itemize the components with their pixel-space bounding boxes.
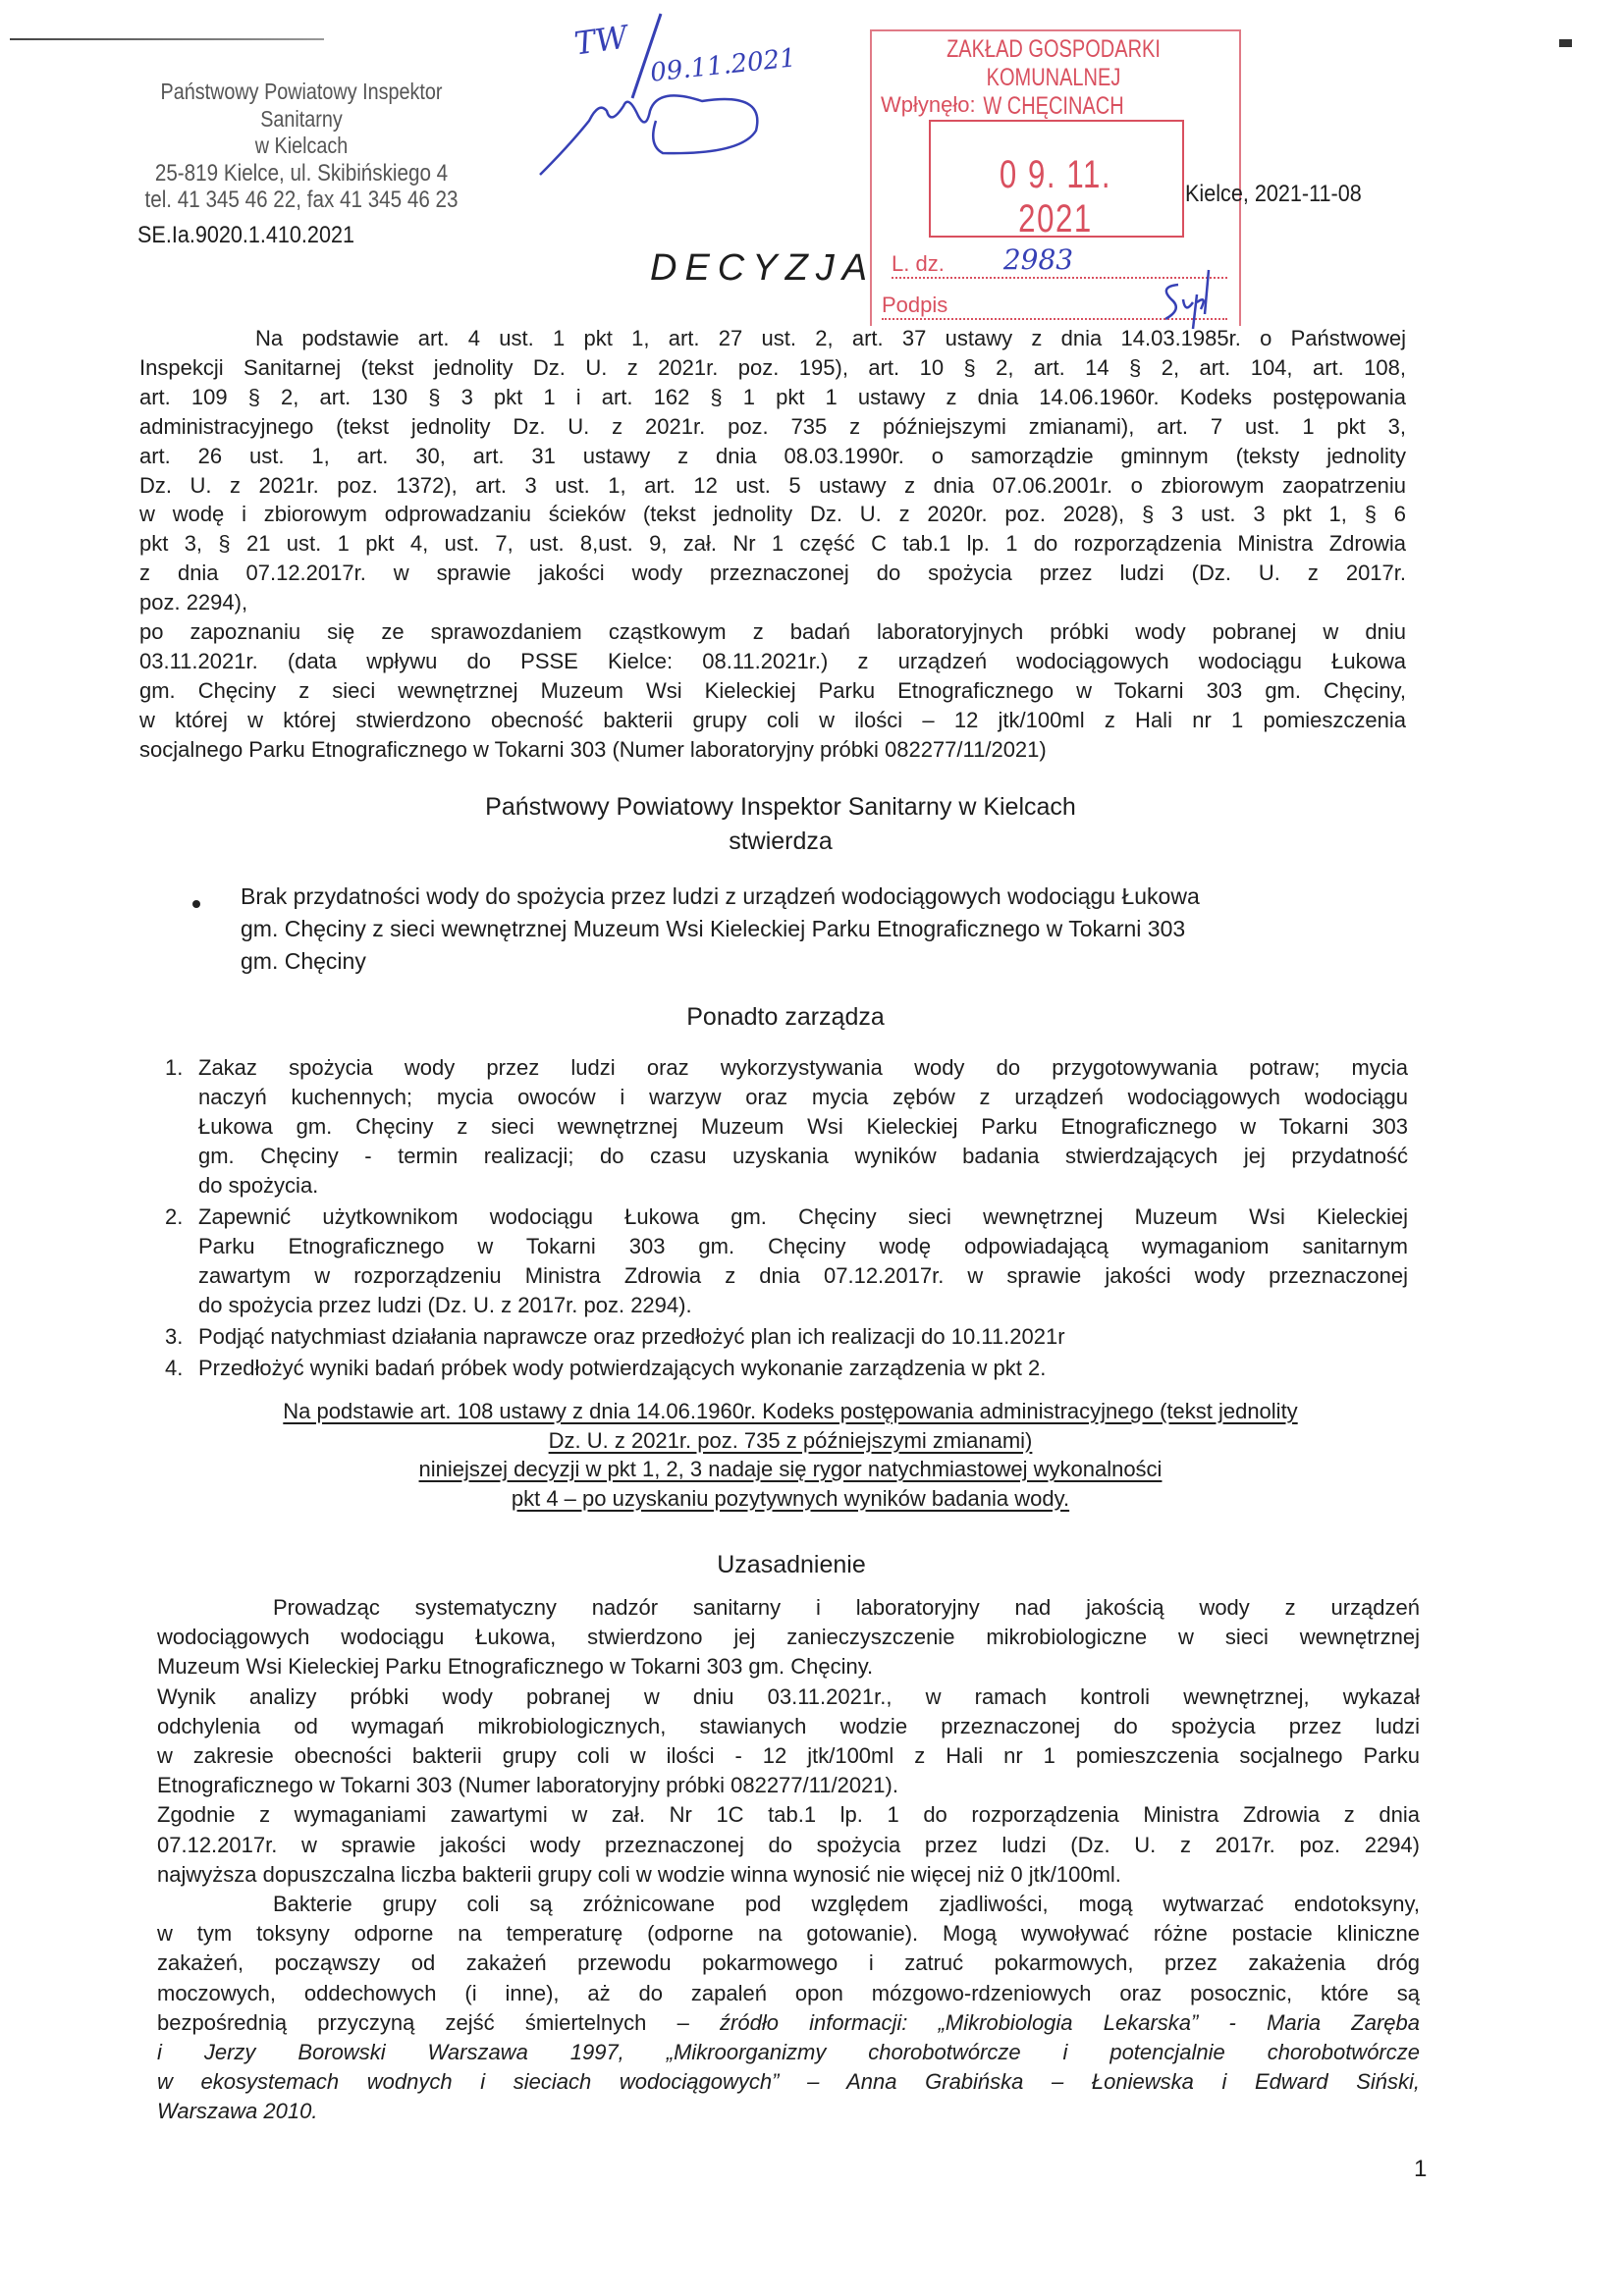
order-number: 3. — [165, 1324, 184, 1349]
finding-line: gm. Chęciny — [241, 948, 366, 974]
register-number: 2983 — [1002, 243, 1074, 276]
paragraph — [157, 1593, 1420, 1682]
handwritten-initials: TW — [571, 18, 630, 63]
finding-item — [241, 881, 1200, 978]
case-reference: SE.Ia.9020.1.410.2021 — [137, 222, 354, 248]
text-line: w której w której stwierdzono obecność bakterii grupy coli w ilości – 12 jtk/100ml z Hali nr 1 pomieszczenia — [139, 707, 1406, 732]
paragraph — [157, 1890, 1420, 2127]
text-line: Na podstawie art. 4 ust. 1 pkt 1, art. 27 ust. 2, art. 37 ustawy z dnia 14.03.1985r. o Państwowej — [255, 326, 1406, 350]
text-line: gm. Chęciny - termin realizacji; do czasu uzyskania wyników badania stwierdzających jej przydatność — [198, 1144, 1408, 1168]
text-line: do spożycia. — [198, 1173, 319, 1198]
order-item — [165, 1354, 1408, 1383]
text-line — [157, 2067, 1420, 2097]
order-number: 4. — [165, 1356, 184, 1380]
order-number: 2. — [165, 1204, 184, 1229]
order-text — [198, 1202, 1408, 1320]
text-line: art. 26 ust. 1, art. 30, art. 31 ustawy z dnia 08.03.1990r. o samorządzie gminnym (teksty jednolity — [139, 443, 1406, 468]
text-line: socjalnego Parku Etnograficznego w Tokarni 303 (Numer laboratoryjny próbki 082277/11/2021) — [139, 736, 1047, 762]
text-line: Wynik analizy próbki wody pobranej w dniu 03.11.2021r., w ramach kontroli wewnętrznej, wykazał — [157, 1683, 1420, 1709]
justification-heading: Uzasadnienie — [717, 1551, 866, 1578]
italic-citation: źródło informacji: „Mikrobiologia Lekarska” - Maria Zaręba — [720, 2009, 1421, 2035]
stamp-city: W CHĘCINACH — [983, 92, 1124, 120]
finding-verb: stwierdza — [729, 828, 833, 855]
text-line — [157, 2097, 1420, 2126]
text-line: Podjąć natychmiast działania naprawcze oraz przedłożyć plan ich realizacji do 10.11.2021r — [198, 1324, 1065, 1349]
handwritten-date: 09.11.2021 — [648, 43, 798, 88]
order-item — [165, 1322, 1408, 1352]
text-line: w zakresie obecności bakterii grupy coli w ilości - 12 jtk/100ml z Hali nr 1 pomieszczenia socjalnego Parku — [157, 1743, 1420, 1769]
header-rule — [10, 38, 324, 40]
finding-line: gm. Chęciny z sieci wewnętrznej Muzeum Wsi Kieleckiej Parku Etnograficznego w Tokarni 303 — [241, 916, 1186, 941]
text-line: z dnia 07.12.2017r. w sprawie jakości wody przeznaczonej do spożycia przez ludzi (Dz. U. z 2017r. — [139, 561, 1406, 586]
justification — [157, 1593, 1420, 2127]
orders-heading: Ponadto zarządza — [686, 1003, 885, 1031]
text-line: w wodę i zbiorowym odprowadzaniu ścieków (tekst jednolity Dz. U. z 2020r. poz. 2028), § 3 ust. 3 pkt 1, § 6 — [139, 502, 1406, 527]
italic-citation: w ekosystemach wodnych i sieciach wodociągowych” – Anna Grabińska – Łoniewska i Edward Siński, — [157, 2069, 1420, 2095]
italic-citation: Warszawa 2010. — [157, 2099, 318, 2124]
text-line: Bakterie grupy coli są zróżnicowane pod względem zjadliwości, mogą wytwarzać endotoksyny, — [273, 1892, 1420, 1917]
scan-mark — [1559, 39, 1572, 47]
text-line: Inspekcji Sanitarnej (tekst jednolity Dz. U. z 2021r. poz. 195), art. 10 § 2, art. 14 § 2, art. 104, art. 108, — [139, 354, 1406, 380]
stamp-register-label: L. dz. — [892, 251, 945, 276]
text-line: Zgodnie z wymaganiami zawartymi w zał. Nr 1C tab.1 lp. 1 do rozporządzenia Ministra Zdrowia z dnia — [157, 1802, 1420, 1828]
issuer-name: Państwowy Powiatowy Inspektor Sanitarny — [160, 79, 443, 132]
paragraph — [139, 617, 1406, 765]
text-line: Parku Etnograficznego w Tokarni 303 gm. Chęciny wodę odpowiadającą wymaganiom sanitarnym — [198, 1234, 1408, 1258]
text-line: Dz. U. z 2021r. poz. 1372), art. 3 ust. 1, art. 12 ust. 5 ustawy z dnia 07.06.2001r. o zbiorowym zaopatrzeniu — [139, 472, 1406, 498]
page-number: 1 — [1414, 2156, 1428, 2182]
handwritten-signature — [530, 8, 825, 194]
text-line: Muzeum Wsi Kieleckiej Parku Etnograficznego w Tokarni 303 gm. Chęciny. — [157, 1654, 874, 1680]
text-line: odchylenia od wymagań mikrobiologicznych, stawianych wodzie przeznaczonej do spożycia przez ludzi — [157, 1713, 1420, 1738]
text-line: art. 109 § 2, art. 130 § 3 pkt 1 i art. 162 § 1 pkt 1 ustawy z dnia 14.06.1960r. Kodeks postępowania — [139, 384, 1406, 409]
order-text — [198, 1322, 1408, 1352]
text-line: administracyjnego (tekst jednolity Dz. U. z 2021r. poz. 735 z późniejszymi zmianami), art. 7 ust. 1 pkt 3, — [139, 413, 1406, 439]
order-number: 1. — [165, 1055, 184, 1080]
stamp-received-label: Wpłynęło: — [881, 92, 976, 117]
text-line — [157, 2038, 1420, 2067]
order-text — [198, 1053, 1408, 1201]
text-line: moczowych, oddechowych (i inne), aż do zapaleń opon mózgowo-rdzeniowych oraz posocznic, które są — [157, 1980, 1420, 2005]
issuer-address: 25-819 Kielce, ul. Skibińskiego 4 — [154, 159, 449, 187]
text-line: 03.11.2021r. (data wpływu do PSSE Kielce: 08.11.2021r.) z urządzeń wodociągowych wodociągu Łukowa — [139, 648, 1406, 673]
enforcement-line: niniejszej decyzji w pkt 1, 2, 3 nadaje się rygor natychmiastowej wykonalności — [418, 1457, 1163, 1481]
text-line: Przedłożyć wyniki badań próbek wody potwierdzających wykonanie zarządzenia w pkt 2. — [198, 1356, 1047, 1380]
order-item — [165, 1202, 1408, 1320]
issuer-phone: tel. 41 345 46 22, fax 41 345 46 23 — [144, 187, 459, 213]
stamp-received-date: 0 9. 11. 2021 — [999, 153, 1112, 240]
issuer-city: w Kielcach — [254, 133, 349, 158]
text-line — [157, 2008, 1420, 2038]
text-line: zakażeń, począwszy od zakażeń przewodu pokarmowego i zatruć pokarmowych, przez zakażenia dróg — [157, 1950, 1420, 1976]
paragraph — [157, 1682, 1420, 1801]
text-line: naczyń kuchennych; mycia owoców i warzyw oraz mycia zębów z urządzeń wodociągowych wodociągu — [198, 1085, 1408, 1109]
enforcement-line: Na podstawie art. 108 ustawy z dnia 14.06.1960r. Kodeks postępowania administracyjnego (tekst jednolity — [283, 1399, 1298, 1423]
text-line: poz. 2294), — [139, 590, 248, 615]
order-item — [165, 1053, 1408, 1201]
issuer-block — [124, 79, 478, 214]
text-line: wodociągowych wodociągu Łukowa, stwierdzono jej zanieczyszczenie mikrobiologiczne w sieci wewnętrznej — [157, 1625, 1420, 1650]
text-line: po zapoznaniu się ze sprawozdaniem cząstkowym z badań laboratoryjnych próbki wody pobranej w dniu — [139, 619, 1406, 645]
text-line: pkt 3, § 21 ust. 1 pkt 4, ust. 7, ust. 8,ust. 9, zał. Nr 1 część C tab.1 lp. 1 do rozporządzenia Ministra Zdrowia — [139, 531, 1406, 557]
text-line: zawartym w rozporządzeniu Ministra Zdrowia z dnia 07.12.2017r. w sprawie jakości wody przeznaczonej — [198, 1263, 1408, 1288]
text-line: w tym toksyny odporne na temperaturę (odporne na gotowanie). Mogą wywoływać różne postacie kliniczne — [157, 1921, 1420, 1947]
order-text — [198, 1354, 1408, 1383]
text-line: Prowadząc systematyczny nadzór sanitarny i laboratoryjny nad jakością wody z urządzeń — [273, 1595, 1420, 1620]
enforcement-clause — [157, 1397, 1424, 1513]
text-line: Zapewnić użytkownikom wodociągu Łukowa gm. Chęciny sieci wewnętrznej Muzeum Wsi Kieleckiej — [198, 1204, 1408, 1229]
enforcement-line: Dz. U. z 2021r. poz. 735 z późniejszymi zmianami) — [548, 1427, 1033, 1453]
document-title: DECYZJA — [650, 247, 876, 289]
text-line: Etnograficznego w Tokarni 303 (Numer laboratoryjny próbki 082277/11/2021). — [157, 1773, 898, 1798]
text-line: 07.12.2017r. w sprawie jakości wody przeznaczonej do spożycia przez ludzi (Dz. U. z 2017r. poz. 2294) — [157, 1832, 1420, 1857]
finding-authority: Państwowy Powiatowy Inspektor Sanitarny w Kielcach — [485, 793, 1076, 821]
text-line: Łukowa gm. Chęciny z sieci wewnętrznej Muzeum Wsi Kieleckiej Parku Etnograficznego w Tokarni 303 — [198, 1114, 1408, 1139]
text-line: Zakaz spożycia wody przez ludzi oraz wykorzystywania wody do przygotowywania potraw; mycia — [198, 1055, 1408, 1080]
stamp-signature-label: Podpis — [882, 293, 948, 317]
paragraph — [139, 324, 1406, 617]
italic-citation: i Jerzy Borowski Warszawa 1997, „Mikroorganizmy chorobotwórcze i potencjalnie chorobotwórcze — [157, 2040, 1420, 2065]
stamp-org-name: ZAKŁAD GOSPODARKI KOMUNALNEJ — [947, 35, 1161, 91]
enforcement-line: pkt 4 – po uzyskaniu pozytywnych wyników badania wody. — [511, 1485, 1070, 1511]
place-and-date: Kielce, 2021-11-08 — [1185, 181, 1362, 207]
text-line: gm. Chęciny z sieci wewnętrznej Muzeum Wsi Kieleckiej Parku Etnograficznego w Tokarni 303 gm. Chęciny, — [139, 677, 1406, 703]
text-segment: bezpośrednią przyczyną zejść śmiertelnych – — [157, 2009, 721, 2035]
text-line: do spożycia przez ludzi (Dz. U. z 2017r. poz. 2294). — [198, 1293, 692, 1317]
bullet-icon — [192, 900, 200, 908]
paragraph — [157, 1800, 1420, 1890]
text-line: najwyższa dopuszczalna liczba bakterii grupy coli w wodzie winna wynosić nie więcej niż 0 jtk/100ml. — [157, 1861, 1121, 1887]
legal-basis — [139, 324, 1406, 765]
finding-line: Brak przydatności wody do spożycia przez ludzi z urządzeń wodociągowych wodociągu Łukowa — [241, 883, 1200, 909]
